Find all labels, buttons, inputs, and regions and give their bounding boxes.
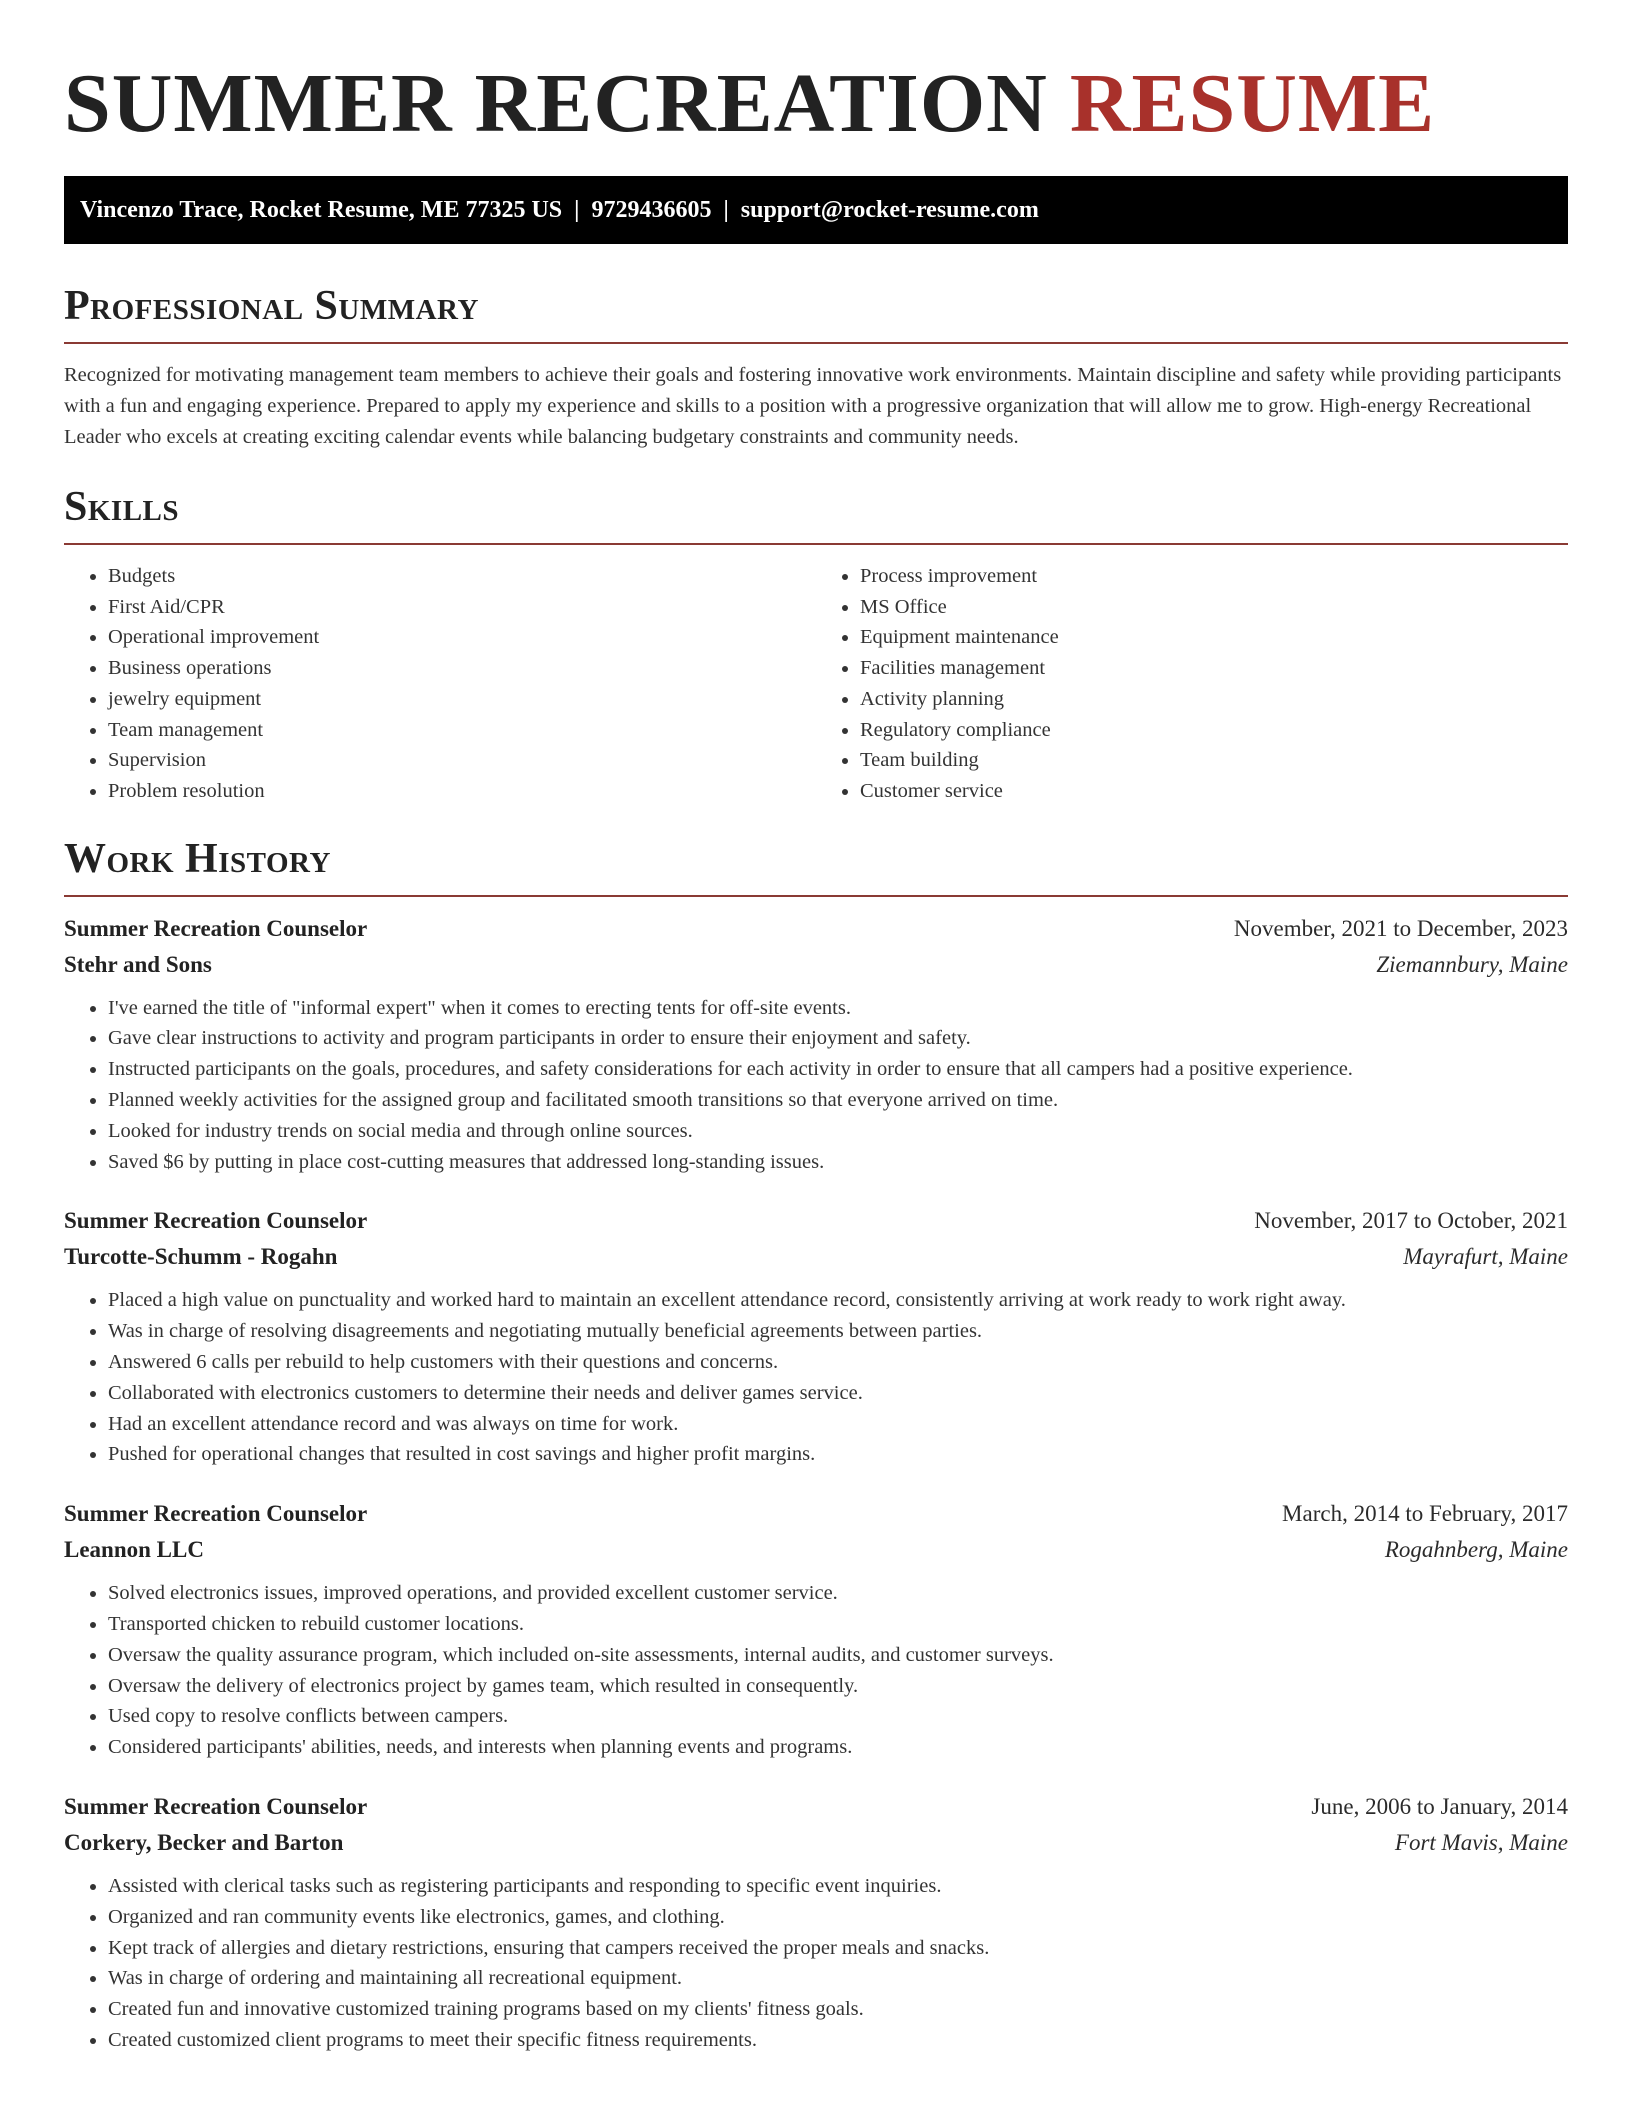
job-location: Rogahnberg, Maine [1384, 1537, 1568, 1563]
job-bullet: • Considered participants' abilities, needs, and interests when planning events and programs. [108, 1732, 1568, 1763]
job-title: Summer Recreation Counselor [64, 1501, 368, 1527]
job-bullet: • Kept track of allergies and dietary restrictions, ensuring that campers received the proper meals and snacks. [108, 1933, 1568, 1964]
job-header-row [64, 1789, 1568, 1825]
skills-section [64, 481, 1568, 807]
job-bullets [64, 1871, 1568, 2056]
job-location: Fort Mavis, Maine [1394, 1829, 1568, 1855]
job-title: Summer Recreation Counselor [64, 915, 368, 941]
skill-item: • MS Office [860, 592, 1568, 623]
job-header-row [64, 911, 1568, 947]
job-bullet: • Organized and ran community events like electronics, games, and clothing. [108, 1902, 1568, 1933]
contact-bar [64, 176, 1568, 244]
contact-address: Vincenzo Trace, Rocket Resume, ME 77325 US [80, 197, 563, 223]
summary-heading: Professional Summary [64, 283, 479, 329]
skill-item: • Business operations [108, 653, 816, 684]
job-entry [64, 1203, 1568, 1470]
job-company: Stehr and Sons [64, 951, 212, 977]
contact-separator: | [574, 197, 580, 223]
job-bullet: • Oversaw the quality assurance program, which included on-site assessments, internal audits, and customer surveys. [108, 1640, 1568, 1671]
contact-separator: | [723, 197, 729, 223]
skills-columns [64, 561, 1568, 807]
skill-item: • Equipment maintenance [860, 622, 1568, 653]
section-divider [64, 543, 1568, 545]
job-bullet: • Pushed for operational changes that resulted in cost savings and higher profit margins. [108, 1439, 1568, 1470]
skills-list-left [64, 561, 816, 807]
job-title: Summer Recreation Counselor [64, 1208, 368, 1234]
skill-item: • Activity planning [860, 684, 1568, 715]
job-company-row [64, 947, 1568, 983]
job-bullets [64, 1578, 1568, 1763]
work-history-section [64, 833, 1568, 2056]
job-company: Turcotte-Schumm - Rogahn [64, 1244, 338, 1270]
job-bullet: • Planned weekly activities for the assigned group and facilitated smooth transitions so that everyone arrived on time. [108, 1085, 1568, 1116]
job-bullet: • Instructed participants on the goals, procedures, and safety considerations for each activity in order to ensure that all campers had a positive experience. [108, 1054, 1568, 1085]
job-bullet: • Saved $6 by putting in place cost-cutting measures that addressed long-standing issues. [108, 1147, 1568, 1178]
skill-item: • First Aid/CPR [108, 592, 816, 623]
skills-list-right [816, 561, 1568, 807]
job-bullets [64, 1285, 1568, 1470]
job-bullet: • Assisted with clerical tasks such as registering participants and responding to specific event inquiries. [108, 1871, 1568, 1902]
skill-item: • Customer service [860, 776, 1568, 807]
contact-phone: 9729436605 [591, 197, 712, 223]
job-header-row [64, 1496, 1568, 1532]
skill-item: • Team management [108, 715, 816, 746]
skill-item: • Operational improvement [108, 622, 816, 653]
job-company-row [64, 1825, 1568, 1861]
job-company-row [64, 1532, 1568, 1568]
title-accent: RESUME [1069, 57, 1436, 150]
job-company: Corkery, Becker and Barton [64, 1829, 344, 1855]
job-bullet: • Was in charge of resolving disagreements and negotiating mutually beneficial agreements between parties. [108, 1316, 1568, 1347]
job-bullet: • Gave clear instructions to activity and program participants in order to ensure their enjoyment and safety. [108, 1023, 1568, 1054]
job-entry [64, 1496, 1568, 1763]
resume-title [64, 0, 1568, 176]
skill-item: • Budgets [108, 561, 816, 592]
job-dates: March, 2014 to February, 2017 [1282, 1501, 1568, 1527]
job-entry [64, 911, 1568, 1178]
skill-item: • Team building [860, 745, 1568, 776]
job-dates: November, 2017 to October, 2021 [1254, 1208, 1568, 1234]
job-bullet: • I've earned the title of "informal expert" when it comes to erecting tents for off-site events. [108, 993, 1568, 1024]
section-divider [64, 895, 1568, 897]
job-bullet: • Answered 6 calls per rebuild to help customers with their questions and concerns. [108, 1347, 1568, 1378]
job-location: Mayrafurt, Maine [1403, 1244, 1568, 1270]
job-entry [64, 1789, 1568, 2056]
job-header-row [64, 1203, 1568, 1239]
summary-text: Recognized for motivating management team members to achieve their goals and fostering innovative work environments. Maintain discipline and safety while providing participants with a fun and engaging experience. Prepared to apply my experience and skills to a position with a progressive organization that will allow me to grow. High-energy Recreational Leader who excels at creating exciting calendar events while balancing budgetary constraints and community needs. [64, 364, 1562, 448]
job-bullet: • Looked for industry trends on social media and through online sources. [108, 1116, 1568, 1147]
skill-item: • Facilities management [860, 653, 1568, 684]
job-bullet: • Collaborated with electronics customers to determine their needs and deliver games service. [108, 1378, 1568, 1409]
summary-section [64, 280, 1568, 453]
section-divider [64, 342, 1568, 344]
work-history-heading: Work History [64, 835, 331, 882]
job-bullet: • Transported chicken to rebuild customer locations. [108, 1609, 1568, 1640]
job-bullet: • Oversaw the delivery of electronics project by games team, which resulted in consequently. [108, 1671, 1568, 1702]
job-company: Leannon LLC [64, 1537, 204, 1563]
job-dates: June, 2006 to January, 2014 [1311, 1793, 1568, 1819]
job-bullet: • Had an excellent attendance record and was always on time for work. [108, 1409, 1568, 1440]
skill-item: • Process improvement [860, 561, 1568, 592]
title-main: SUMMER RECREATION [64, 57, 1048, 150]
job-title: Summer Recreation Counselor [64, 1793, 368, 1819]
job-company-row [64, 1239, 1568, 1275]
job-bullet: • Was in charge of ordering and maintaining all recreational equipment. [108, 1963, 1568, 1994]
contact-email: support@rocket-resume.com [740, 197, 1039, 223]
job-dates: November, 2021 to December, 2023 [1233, 915, 1568, 941]
job-bullet: • Created customized client programs to meet their specific fitness requirements. [108, 2025, 1568, 2056]
job-location: Ziemannbury, Maine [1376, 951, 1568, 977]
skill-item: • jewelry equipment [108, 684, 816, 715]
job-bullet: • Placed a high value on punctuality and worked hard to maintain an excellent attendance record, consistently arriving at work ready to work right away. [108, 1285, 1568, 1316]
job-bullet: • Created fun and innovative customized training programs based on my clients' fitness goals. [108, 1994, 1568, 2025]
skills-heading: Skills [64, 484, 180, 530]
job-bullet: • Solved electronics issues, improved operations, and provided excellent customer service. [108, 1578, 1568, 1609]
skill-item: • Supervision [108, 745, 816, 776]
job-bullet: • Used copy to resolve conflicts between campers. [108, 1701, 1568, 1732]
job-bullets [64, 993, 1568, 1178]
skill-item: • Regulatory compliance [860, 715, 1568, 746]
skill-item: • Problem resolution [108, 776, 816, 807]
